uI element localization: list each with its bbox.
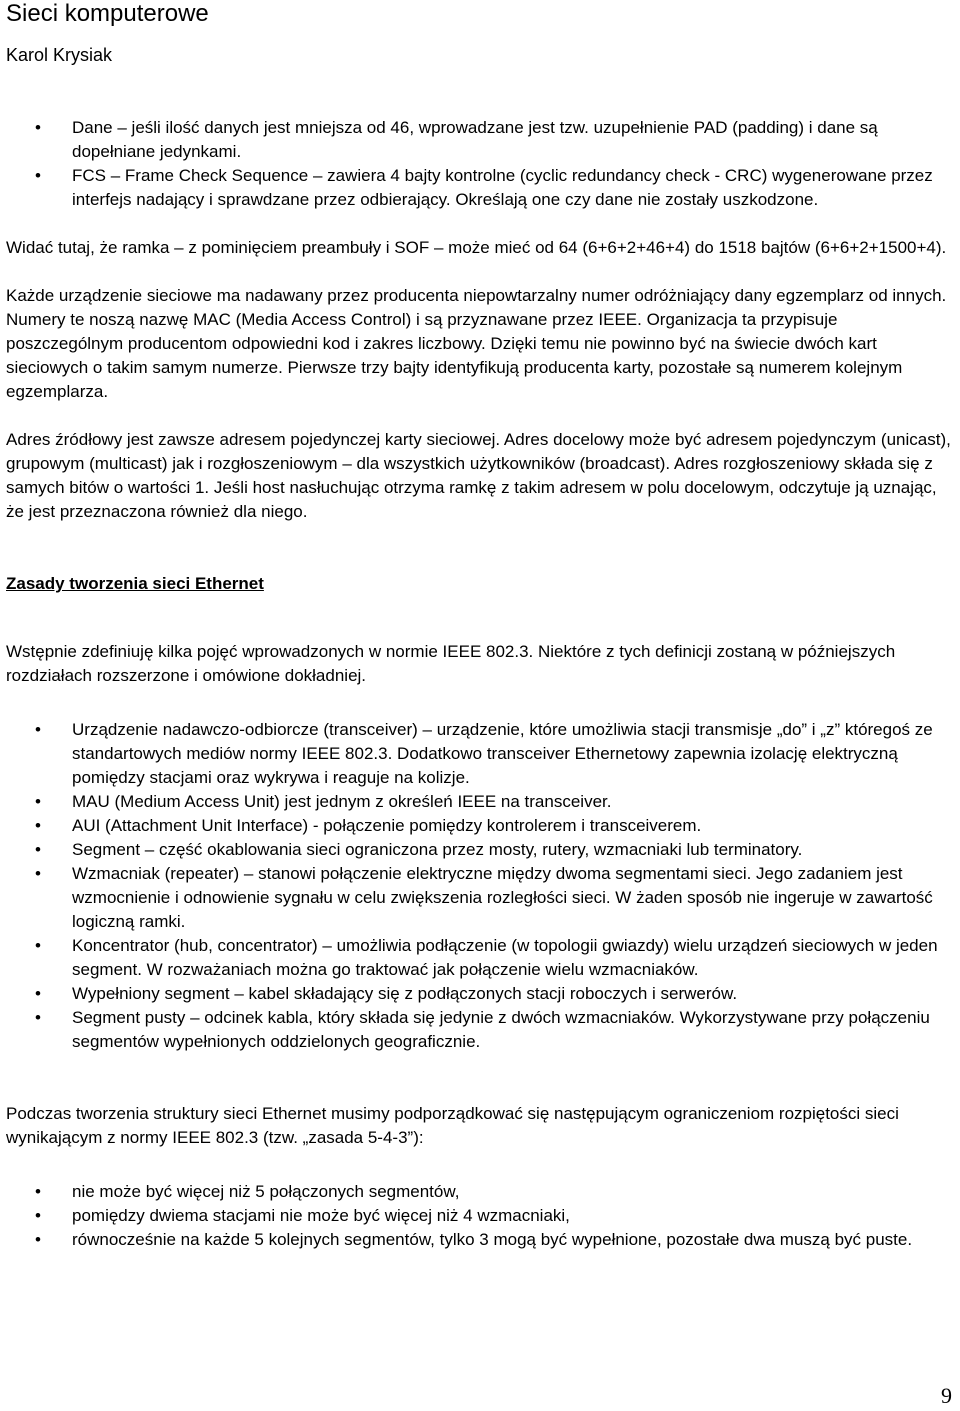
bullet-icon: • bbox=[35, 840, 41, 859]
bullet-icon: • bbox=[35, 1182, 41, 1201]
list-item: • Urządzenie nadawczo-odbiorcze (transceiver) – urządzenie, które umożliwia stacji transmisje „do” i „z” któregoś ze standartowych mediów normy IEEE 802.3. Dodatkowo transceiver Ethernetowy zapewnia izolację elektryczną pomiędzy stacjami oraz wykrywa i reaguje na kolizje. bbox=[35, 720, 933, 787]
list-item: • Wzmacniak (repeater) – stanowi połączenie elektryczne między dwoma segmentami sieci. Jego zadaniem jest wzmocnienie i odnowienie sygnału w celu zwiększenia rozległości sieci. W żaden sposób nie ingeruje w zawartość logiczną ramki. bbox=[35, 864, 933, 931]
bullet-icon: • bbox=[35, 792, 41, 811]
bullet-icon: • bbox=[35, 118, 41, 137]
rule-list bbox=[6, 1180, 954, 1252]
list-item: • Wypełniony segment – kabel składający się z podłączonych stacji roboczych i serwerów. bbox=[6, 982, 954, 1006]
page-number: 9 bbox=[941, 1383, 952, 1408]
list-item: • Koncentrator (hub, concentrator) – umożliwia podłączenie (w topologii gwiazdy) wielu urządzeń sieciowych w jeden segment. W rozważaniach można go traktować jak połączenie wielu wzmacniaków. bbox=[35, 936, 938, 979]
section-heading: Zasady tworzenia sieci Ethernet bbox=[6, 574, 264, 593]
list-item: • MAU (Medium Access Unit) jest jednym z określeń IEEE na transceiver. bbox=[6, 790, 954, 814]
paragraph-mac-address: Każde urządzenie sieciowe ma nadawany przez producenta niepowtarzalny numer odróżniający dany egzemplarz od innych. Numery te noszą nazwę MAC (Media Access Control) i są przyznawane przez IEEE. Organizacja ta przypisuje poszczególnym producentom odpowiedni kod i zakres liczbowy. Dzięki temu nie powinno być na świecie dwóch kart sieciowych o takim samym numerze. Pierwsze trzy bajty identyfikują producenta karty, pozostałe są numerem kolejnym egzemplarza. bbox=[6, 286, 947, 401]
document-title: Sieci komputerowe bbox=[6, 0, 209, 27]
bullet-icon: • bbox=[35, 1230, 41, 1249]
frame-fields-list bbox=[6, 116, 954, 212]
bullet-icon: • bbox=[35, 166, 41, 185]
paragraph-5-4-3-rule: Podczas tworzenia struktury sieci Ethernet musimy podporządkować się następującym ograniczeniom rozpiętości sieci wynikającym z normy IEEE 802.3 (tzw. „zasada 5-4-3”): bbox=[6, 1104, 899, 1147]
document-author: Karol Krysiak bbox=[6, 45, 113, 65]
bullet-icon: • bbox=[35, 1206, 41, 1225]
definitions-list bbox=[6, 718, 954, 1054]
list-item: • FCS – Frame Check Sequence – zawiera 4 bajty kontrolne (cyclic redundancy check - CRC) wygenerowane przez interfejs nadający i sprawdzane przez odbierający. Określają one czy dane nie zostały uszkodzone. bbox=[35, 166, 933, 209]
bullet-icon: • bbox=[35, 720, 41, 739]
list-item: • Segment – część okablowania sieci ograniczona przez mosty, rutery, wzmacniaki lub terminatory. bbox=[6, 838, 954, 862]
bullet-icon: • bbox=[35, 1008, 41, 1027]
list-item: • Segment pusty – odcinek kabla, który składa się jedynie z dwóch wzmacniaków. Wykorzystywane przy połączeniu segmentów wypełnionych oddzielonych geograficznie. bbox=[35, 1008, 930, 1051]
list-item: • AUI (Attachment Unit Interface) - połączenie pomiędzy kontrolerem i transceiverem. bbox=[6, 814, 954, 838]
paragraph-frame-size: Widać tutaj, że ramka – z pominięciem preambuły i SOF – może mieć od 64 (6+6+2+46+4) do 1518 bajtów (6+6+2+1500+4). bbox=[6, 238, 947, 257]
list-item: • nie może być więcej niż 5 połączonych segmentów, bbox=[6, 1180, 954, 1204]
document-body bbox=[6, 116, 954, 1252]
list-item: • pomiędzy dwiema stacjami nie może być więcej niż 4 wzmacniaki, bbox=[6, 1204, 954, 1228]
bullet-icon: • bbox=[35, 984, 41, 1003]
bullet-icon: • bbox=[35, 864, 41, 883]
list-item: • równocześnie na każde 5 kolejnych segmentów, tylko 3 mogą być wypełnione, pozostałe dwa muszą być puste. bbox=[6, 1228, 954, 1252]
list-item: • Dane – jeśli ilość danych jest mniejsza od 46, wprowadzane jest tzw. uzupełnienie PAD (padding) i dane są dopełniane jedynkami. bbox=[35, 118, 878, 161]
bullet-icon: • bbox=[35, 936, 41, 955]
paragraph-definitions-intro: Wstępnie zdefiniuję kilka pojęć wprowadzonych w normie IEEE 802.3. Niektóre z tych definicji zostaną w późniejszych rozdziałach rozszerzone i omówione dokładniej. bbox=[6, 642, 896, 685]
bullet-icon: • bbox=[35, 816, 41, 835]
paragraph-address-types: Adres źródłowy jest zawsze adresem pojedynczej karty sieciowej. Adres docelowy może być adresem pojedynczym (unicast), grupowym (multicast) jak i rozgłoszeniowym – dla wszystkich użytkowników (broadcast). Adres rozgłoszeniowy składa się z samych bitów o wartości 1. Jeśli host nasłuchując otrzyma ramkę z takim adresem w polu docelowym, odczytuje ją uznając, że jest przeznaczona również dla niego. bbox=[6, 430, 951, 521]
